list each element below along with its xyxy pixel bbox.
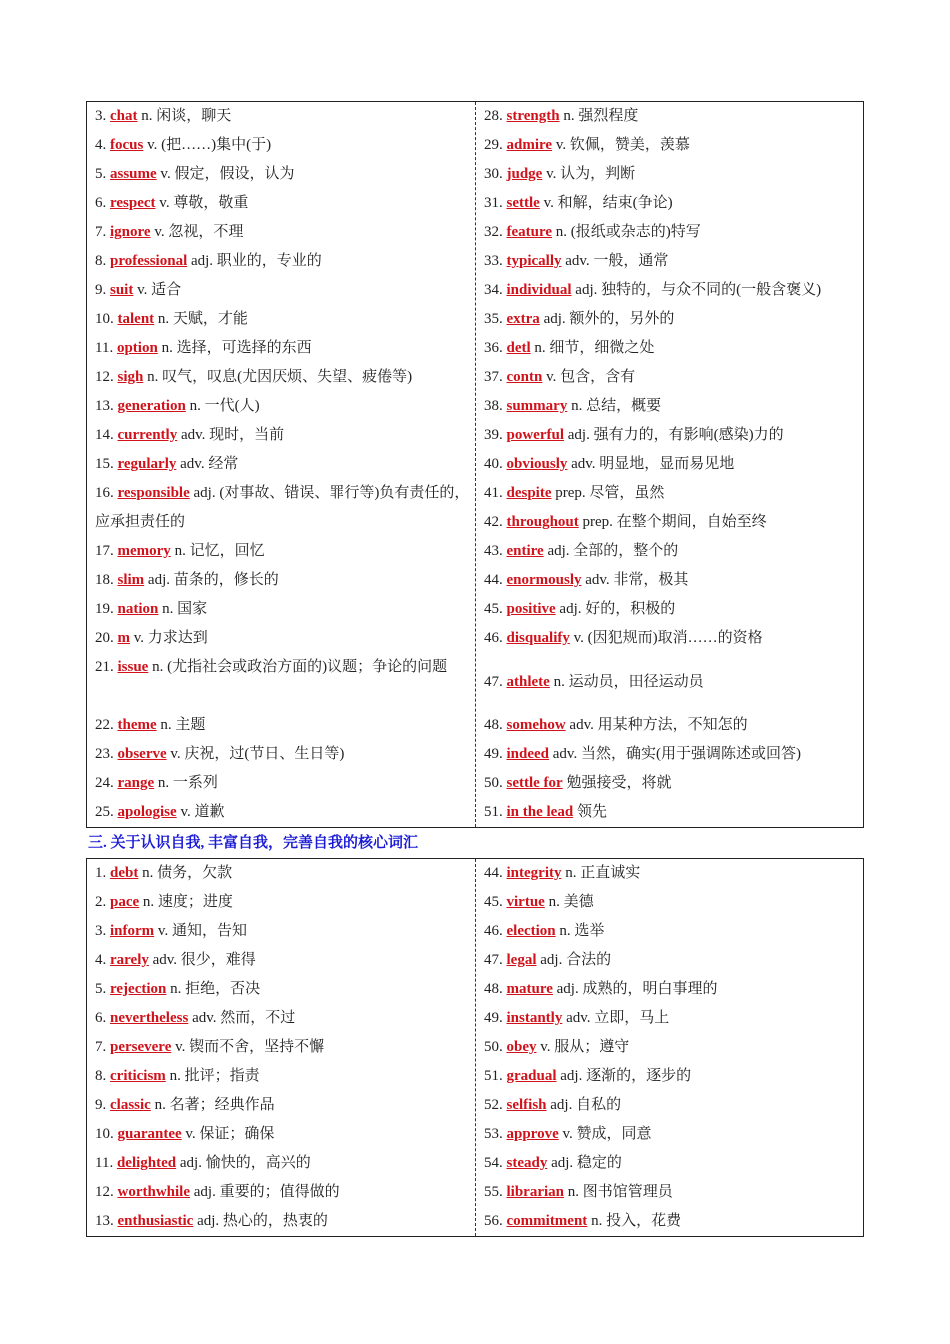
entry-word: contn [506, 369, 543, 385]
entry-word: instantly [506, 1010, 563, 1026]
entry-word: typically [506, 253, 562, 269]
entry-definition: v. 庆祝，过(节日、生日等) [170, 746, 345, 762]
vocab-entry [95, 975, 475, 1004]
entry-definition: v. 假定，假设，认为 [160, 166, 295, 182]
entry-definition: n. 一系列 [157, 775, 218, 791]
entry-definition: 勉强接受，将就 [566, 775, 672, 791]
entry-number: 42. [484, 514, 503, 530]
entry-definition: n. 天赋，才能 [157, 311, 248, 327]
entry-definition: v. 力求达到 [133, 630, 208, 646]
entry-word: extra [506, 311, 540, 327]
entry-word: disqualify [506, 630, 570, 646]
entry-definition: v. 保证；确保 [185, 1126, 275, 1142]
entry-number: 19. [95, 601, 114, 617]
vocab-entry [95, 392, 475, 421]
vocab-entry [95, 334, 475, 363]
entry-number: 15. [95, 456, 114, 472]
entry-number: 41. [484, 485, 503, 501]
entry-word: positive [506, 601, 556, 617]
vocab-entry [484, 131, 863, 160]
entry-number: 24. [95, 775, 114, 791]
entry-word: generation [117, 398, 186, 414]
entry-number: 32. [484, 224, 503, 240]
entry-word: powerful [506, 427, 564, 443]
vocab-entry [95, 1091, 475, 1120]
entry-word: slim [117, 572, 145, 588]
entry-word: integrity [506, 865, 562, 881]
entry-word: nation [117, 601, 159, 617]
entry-word: entire [506, 543, 544, 559]
entry-definition: adv. 明显地，显而易见地 [571, 456, 735, 472]
entry-word: professional [110, 253, 188, 269]
entry-number: 23. [95, 746, 114, 762]
vocab-entry [95, 1178, 475, 1207]
vocab-entry [484, 479, 863, 508]
vocab-entry [95, 537, 475, 566]
entry-definition: n. (尤指社会或政治方面的)议题；争论的问题 [152, 659, 448, 675]
entry-word: delighted [116, 1155, 177, 1171]
entry-number: 9. [95, 1097, 107, 1113]
entry-definition: n. 叹气，叹息(尤因厌烦、失望、疲倦等) [147, 369, 413, 385]
entry-number: 34. [484, 282, 503, 298]
vocab-entry [484, 276, 863, 305]
entry-definition: adj. 愉快的，高兴的 [179, 1155, 311, 1171]
entry-number: 44. [484, 865, 503, 881]
entry-number: 7. [95, 1039, 107, 1055]
vocab-entry [95, 566, 475, 595]
vocab-entry [484, 1207, 863, 1236]
entry-word: range [117, 775, 155, 791]
vocab-entry [484, 450, 863, 479]
vocab-column-right [475, 859, 863, 1236]
entry-definition: v. 包含，含有 [546, 369, 636, 385]
vocab-entry [484, 624, 863, 653]
entry-word: debt [110, 865, 139, 881]
vocab-entry [95, 711, 475, 740]
vocab-entry [95, 1149, 475, 1178]
vocab-entry [484, 740, 863, 769]
entry-number: 16. [95, 485, 114, 501]
entry-number: 40. [484, 456, 503, 472]
vocab-entry [95, 624, 475, 653]
vocab-entry [484, 334, 863, 363]
entry-word: criticism [110, 1068, 166, 1084]
entry-definition: adv. 现时，当前 [180, 427, 285, 443]
vocab-entry [95, 1207, 475, 1236]
entry-number: 30. [484, 166, 503, 182]
entry-number: 48. [484, 981, 503, 997]
entry-definition: adj. 独特的，与众不同的(一般含褒义) [575, 282, 822, 298]
entry-definition: n. 名著；经典作品 [154, 1097, 275, 1113]
entry-definition: n. 选举 [559, 923, 605, 939]
entry-number: 14. [95, 427, 114, 443]
entry-number: 11. [95, 1155, 114, 1171]
entry-definition: v. (把……)集中(于) [147, 137, 272, 153]
entry-number: 53. [484, 1126, 503, 1142]
vocab-entry [484, 247, 863, 276]
entry-word: despite [506, 485, 552, 501]
entry-definition: n. 债务，欠款 [142, 865, 233, 881]
entry-number: 37. [484, 369, 503, 385]
entry-number: 55. [484, 1184, 503, 1200]
vocab-entry [484, 975, 863, 1004]
entry-number: 43. [484, 543, 503, 559]
entry-word: option [116, 340, 158, 356]
entry-number: 56. [484, 1213, 503, 1229]
section-heading: 三. 关于认识自我, 丰富自我，完善自我的核心词汇 [88, 835, 419, 851]
vocab-entry [95, 102, 475, 131]
vocab-column-left [87, 859, 475, 1236]
entry-definition: adj. 成熟的，明白事理的 [556, 981, 718, 997]
vocab-entry [484, 1062, 863, 1091]
entry-number: 45. [484, 894, 503, 910]
entry-word: talent [117, 311, 155, 327]
entry-number: 10. [95, 311, 114, 327]
entry-word: legal [506, 952, 537, 968]
entry-definition: n. 记忆，回忆 [174, 543, 265, 559]
vocab-entry [95, 859, 475, 888]
entry-definition: n. 一代(人) [189, 398, 260, 414]
entry-definition: adj. 职业的，专业的 [190, 253, 322, 269]
entry-number: 52. [484, 1097, 503, 1113]
entry-number: 54. [484, 1155, 503, 1171]
vocab-entry [95, 1004, 475, 1033]
entry-number: 3. [95, 108, 107, 124]
vocab-entry [95, 888, 475, 917]
entry-definition: n. 投入，花费 [591, 1213, 682, 1229]
entry-number: 49. [484, 1010, 503, 1026]
entry-word: virtue [506, 894, 545, 910]
vocab-entry [484, 566, 863, 595]
entry-word: obey [506, 1039, 537, 1055]
entry-definition: adj. (对事故、错误、罪行等)负有责任的，应承担责任的 [95, 485, 470, 530]
vocab-entry [95, 363, 475, 392]
vocab-table-2 [86, 858, 864, 1237]
entry-word: admire [506, 137, 553, 153]
vocab-entry [95, 1120, 475, 1149]
entry-definition: adj. 全部的，整个的 [547, 543, 679, 559]
entry-word: currently [117, 427, 178, 443]
entry-number: 46. [484, 923, 503, 939]
vocab-entry [484, 711, 863, 740]
entry-number: 49. [484, 746, 503, 762]
entry-word: suit [110, 282, 134, 298]
entry-number: 44. [484, 572, 503, 588]
vocab-entry [484, 653, 863, 711]
entry-definition: adj. 稳定的 [551, 1155, 622, 1171]
entry-definition: adj. 苗条的，修长的 [147, 572, 279, 588]
entry-definition: adj. 热心的，热衷的 [197, 1213, 328, 1229]
vocab-entry [484, 218, 863, 247]
entry-definition: v. 适合 [137, 282, 182, 298]
vocab-entry [484, 305, 863, 334]
entry-definition: v. 认为，判断 [546, 166, 636, 182]
vocab-entry [484, 798, 863, 827]
entry-word: sigh [117, 369, 144, 385]
entry-word: m [117, 630, 130, 646]
entry-number: 35. [484, 311, 503, 327]
vocab-column-right [475, 102, 863, 827]
entry-number: 9. [95, 282, 107, 298]
entry-number: 25. [95, 804, 114, 820]
entry-word: judge [506, 166, 543, 182]
vocab-entry [484, 160, 863, 189]
entry-definition: n. 细节，细微之处 [534, 340, 655, 356]
entry-word: chat [110, 108, 138, 124]
entry-definition: adv. 然而，不过 [192, 1010, 296, 1026]
entry-definition: n. (报纸或杂志的)特写 [555, 224, 701, 240]
entry-word: in the lead [506, 804, 574, 820]
entry-number: 29. [484, 137, 503, 153]
vocab-entry [484, 102, 863, 131]
entry-definition: n. 速度；进度 [142, 894, 233, 910]
entry-definition: v. 通知，告知 [157, 923, 247, 939]
entry-definition: adv. 用某种方法，不知怎的 [569, 717, 748, 733]
entry-word: theme [117, 717, 157, 733]
entry-number: 4. [95, 137, 107, 153]
entry-number: 2. [95, 894, 107, 910]
vocab-entry [484, 859, 863, 888]
vocab-entry [95, 421, 475, 450]
entry-word: indeed [506, 746, 550, 762]
entry-word: rarely [110, 952, 149, 968]
entry-number: 17. [95, 543, 114, 559]
entry-number: 12. [95, 1184, 114, 1200]
entry-definition: prep. 尽管，虽然 [555, 485, 665, 501]
entry-number: 47. [484, 674, 503, 690]
entry-word: obviously [506, 456, 568, 472]
entry-number: 51. [484, 804, 503, 820]
entry-number: 8. [95, 253, 107, 269]
entry-word: strength [506, 108, 560, 124]
entry-word: apologise [117, 804, 177, 820]
entry-word: approve [506, 1126, 559, 1142]
entry-number: 13. [95, 398, 114, 414]
entry-number: 6. [95, 1010, 107, 1026]
entry-number: 47. [484, 952, 503, 968]
entry-word: memory [117, 543, 171, 559]
vocab-entry [95, 160, 475, 189]
entry-number: 28. [484, 108, 503, 124]
entry-number: 8. [95, 1068, 107, 1084]
vocab-entry [95, 653, 475, 711]
entry-definition: n. 美德 [548, 894, 594, 910]
entry-word: somehow [506, 717, 566, 733]
entry-definition: adv. 很少，难得 [152, 952, 256, 968]
entry-number: 46. [484, 630, 503, 646]
entry-word: persevere [110, 1039, 172, 1055]
entry-definition: v. 和解，结束(争论) [543, 195, 673, 211]
vocab-entry [95, 276, 475, 305]
entry-word: selfish [506, 1097, 547, 1113]
entry-word: classic [110, 1097, 151, 1113]
entry-definition: v. 赞成，同意 [562, 1126, 652, 1142]
entry-word: focus [110, 137, 144, 153]
entry-number: 22. [95, 717, 114, 733]
entry-number: 3. [95, 923, 107, 939]
vocab-entry [484, 595, 863, 624]
entry-word: librarian [506, 1184, 565, 1200]
entry-definition: n. 强烈程度 [563, 108, 639, 124]
entry-word: summary [506, 398, 568, 414]
entry-number: 4. [95, 952, 107, 968]
vocab-entry [95, 305, 475, 334]
entry-definition: v. (因犯规而)取消……的资格 [573, 630, 763, 646]
entry-word: enthusiastic [117, 1213, 194, 1229]
entry-definition: adv. 非常，极其 [585, 572, 689, 588]
entry-word: assume [110, 166, 157, 182]
entry-number: 18. [95, 572, 114, 588]
entry-number: 12. [95, 369, 114, 385]
entry-number: 50. [484, 1039, 503, 1055]
entry-number: 48. [484, 717, 503, 733]
entry-number: 1. [95, 865, 107, 881]
vocab-entry [484, 421, 863, 450]
entry-definition: adj. 好的，积极的 [559, 601, 676, 617]
entry-definition: adj. 自私的 [550, 1097, 622, 1113]
vocab-entry [484, 1178, 863, 1207]
entry-number: 50. [484, 775, 503, 791]
entry-definition: n. 选择，可选择的东西 [161, 340, 312, 356]
entry-number: 21. [95, 659, 114, 675]
entry-word: commitment [506, 1213, 588, 1229]
entry-word: election [506, 923, 556, 939]
vocab-entry [484, 363, 863, 392]
vocab-entry [95, 1033, 475, 1062]
vocab-entry [95, 189, 475, 218]
entry-definition: n. 闲谈，聊天 [141, 108, 232, 124]
vocab-entry [95, 1062, 475, 1091]
vocab-entry [95, 595, 475, 624]
vocab-entry [484, 769, 863, 798]
entry-definition: v. 道歉 [180, 804, 225, 820]
entry-number: 51. [484, 1068, 503, 1084]
entry-word: steady [506, 1155, 548, 1171]
entry-number: 6. [95, 195, 107, 211]
vocab-entry [484, 1004, 863, 1033]
entry-definition: adv. 立即，马上 [566, 1010, 670, 1026]
entry-number: 5. [95, 166, 107, 182]
entry-definition: adv. 经常 [180, 456, 239, 472]
entry-word: enormously [506, 572, 582, 588]
vocab-entry [95, 247, 475, 276]
entry-definition: 领先 [576, 804, 607, 820]
entry-definition: n. 国家 [162, 601, 208, 617]
entry-definition: n. 总结，概要 [571, 398, 662, 414]
entry-number: 38. [484, 398, 503, 414]
entry-word: nevertheless [110, 1010, 189, 1026]
entry-definition: adj. 强有力的，有影响(感染)力的 [567, 427, 784, 443]
vocab-entry [95, 450, 475, 479]
entry-word: guarantee [117, 1126, 182, 1142]
entry-definition: n. 运动员，田径运动员 [553, 674, 704, 690]
entry-definition: v. 忽视，不理 [154, 224, 244, 240]
vocab-entry [484, 946, 863, 975]
entry-definition: adj. 重要的；值得做的 [193, 1184, 340, 1200]
entry-number: 45. [484, 601, 503, 617]
entry-number: 11. [95, 340, 114, 356]
entry-number: 33. [484, 253, 503, 269]
entry-number: 36. [484, 340, 503, 356]
entry-definition: n. 图书馆管理员 [567, 1184, 673, 1200]
entry-number: 10. [95, 1126, 114, 1142]
entry-definition: n. 批评；指责 [169, 1068, 260, 1084]
entry-word: throughout [506, 514, 579, 530]
entry-number: 7. [95, 224, 107, 240]
entry-word: mature [506, 981, 553, 997]
vocab-entry [484, 1149, 863, 1178]
entry-word: ignore [110, 224, 151, 240]
vocab-entry [95, 798, 475, 827]
vocab-entry [95, 479, 475, 537]
entry-word: gradual [506, 1068, 557, 1084]
vocab-entry [95, 769, 475, 798]
vocab-entry [484, 1033, 863, 1062]
vocab-entry [95, 131, 475, 160]
vocab-entry [484, 392, 863, 421]
entry-number: 31. [484, 195, 503, 211]
entry-definition: adj. 合法的 [540, 952, 612, 968]
entry-word: observe [117, 746, 167, 762]
entry-word: settle [506, 195, 540, 211]
entry-definition: adv. 当然，确实(用于强调陈述或回答) [552, 746, 801, 762]
vocab-entry [95, 946, 475, 975]
entry-definition: v. 尊敬，敬重 [159, 195, 249, 211]
entry-word: rejection [110, 981, 167, 997]
vocab-entry [484, 1120, 863, 1149]
entry-definition: v. 锲而不舍，坚持不懈 [175, 1039, 325, 1055]
entry-word: issue [117, 659, 149, 675]
entry-number: 20. [95, 630, 114, 646]
entry-number: 39. [484, 427, 503, 443]
vocab-entry [484, 537, 863, 566]
entry-word: worthwhile [117, 1184, 190, 1200]
vocab-entry [484, 189, 863, 218]
vocab-entry [484, 888, 863, 917]
vocab-entry [95, 740, 475, 769]
entry-word: detl [506, 340, 531, 356]
entry-word: athlete [506, 674, 550, 690]
entry-definition: adj. 额外的，另外的 [543, 311, 675, 327]
entry-word: responsible [117, 485, 190, 501]
entry-definition: adj. 逐渐的，逐步的 [560, 1068, 692, 1084]
entry-word: feature [506, 224, 553, 240]
entry-word: pace [110, 894, 140, 910]
entry-word: inform [110, 923, 155, 939]
entry-word: regularly [117, 456, 177, 472]
vocab-entry [95, 917, 475, 946]
entry-definition: n. 主题 [160, 717, 206, 733]
entry-number: 5. [95, 981, 107, 997]
entry-definition: n. 拒绝，否决 [170, 981, 261, 997]
entry-definition: n. 正直诚实 [565, 865, 641, 881]
vocab-table-1 [86, 101, 864, 828]
entry-word: individual [506, 282, 572, 298]
entry-definition: v. 钦佩，赞美，羡慕 [555, 137, 690, 153]
vocab-entry [484, 917, 863, 946]
vocab-entry [95, 218, 475, 247]
entry-definition: prep. 在整个期间，自始至终 [582, 514, 767, 530]
vocab-entry [484, 508, 863, 537]
entry-number: 13. [95, 1213, 114, 1229]
vocab-entry [484, 1091, 863, 1120]
entry-word: settle for [506, 775, 563, 791]
entry-word: respect [110, 195, 156, 211]
entry-definition: v. 服从；遵守 [540, 1039, 630, 1055]
entry-definition: adv. 一般，通常 [565, 253, 669, 269]
vocab-column-left [87, 102, 475, 827]
